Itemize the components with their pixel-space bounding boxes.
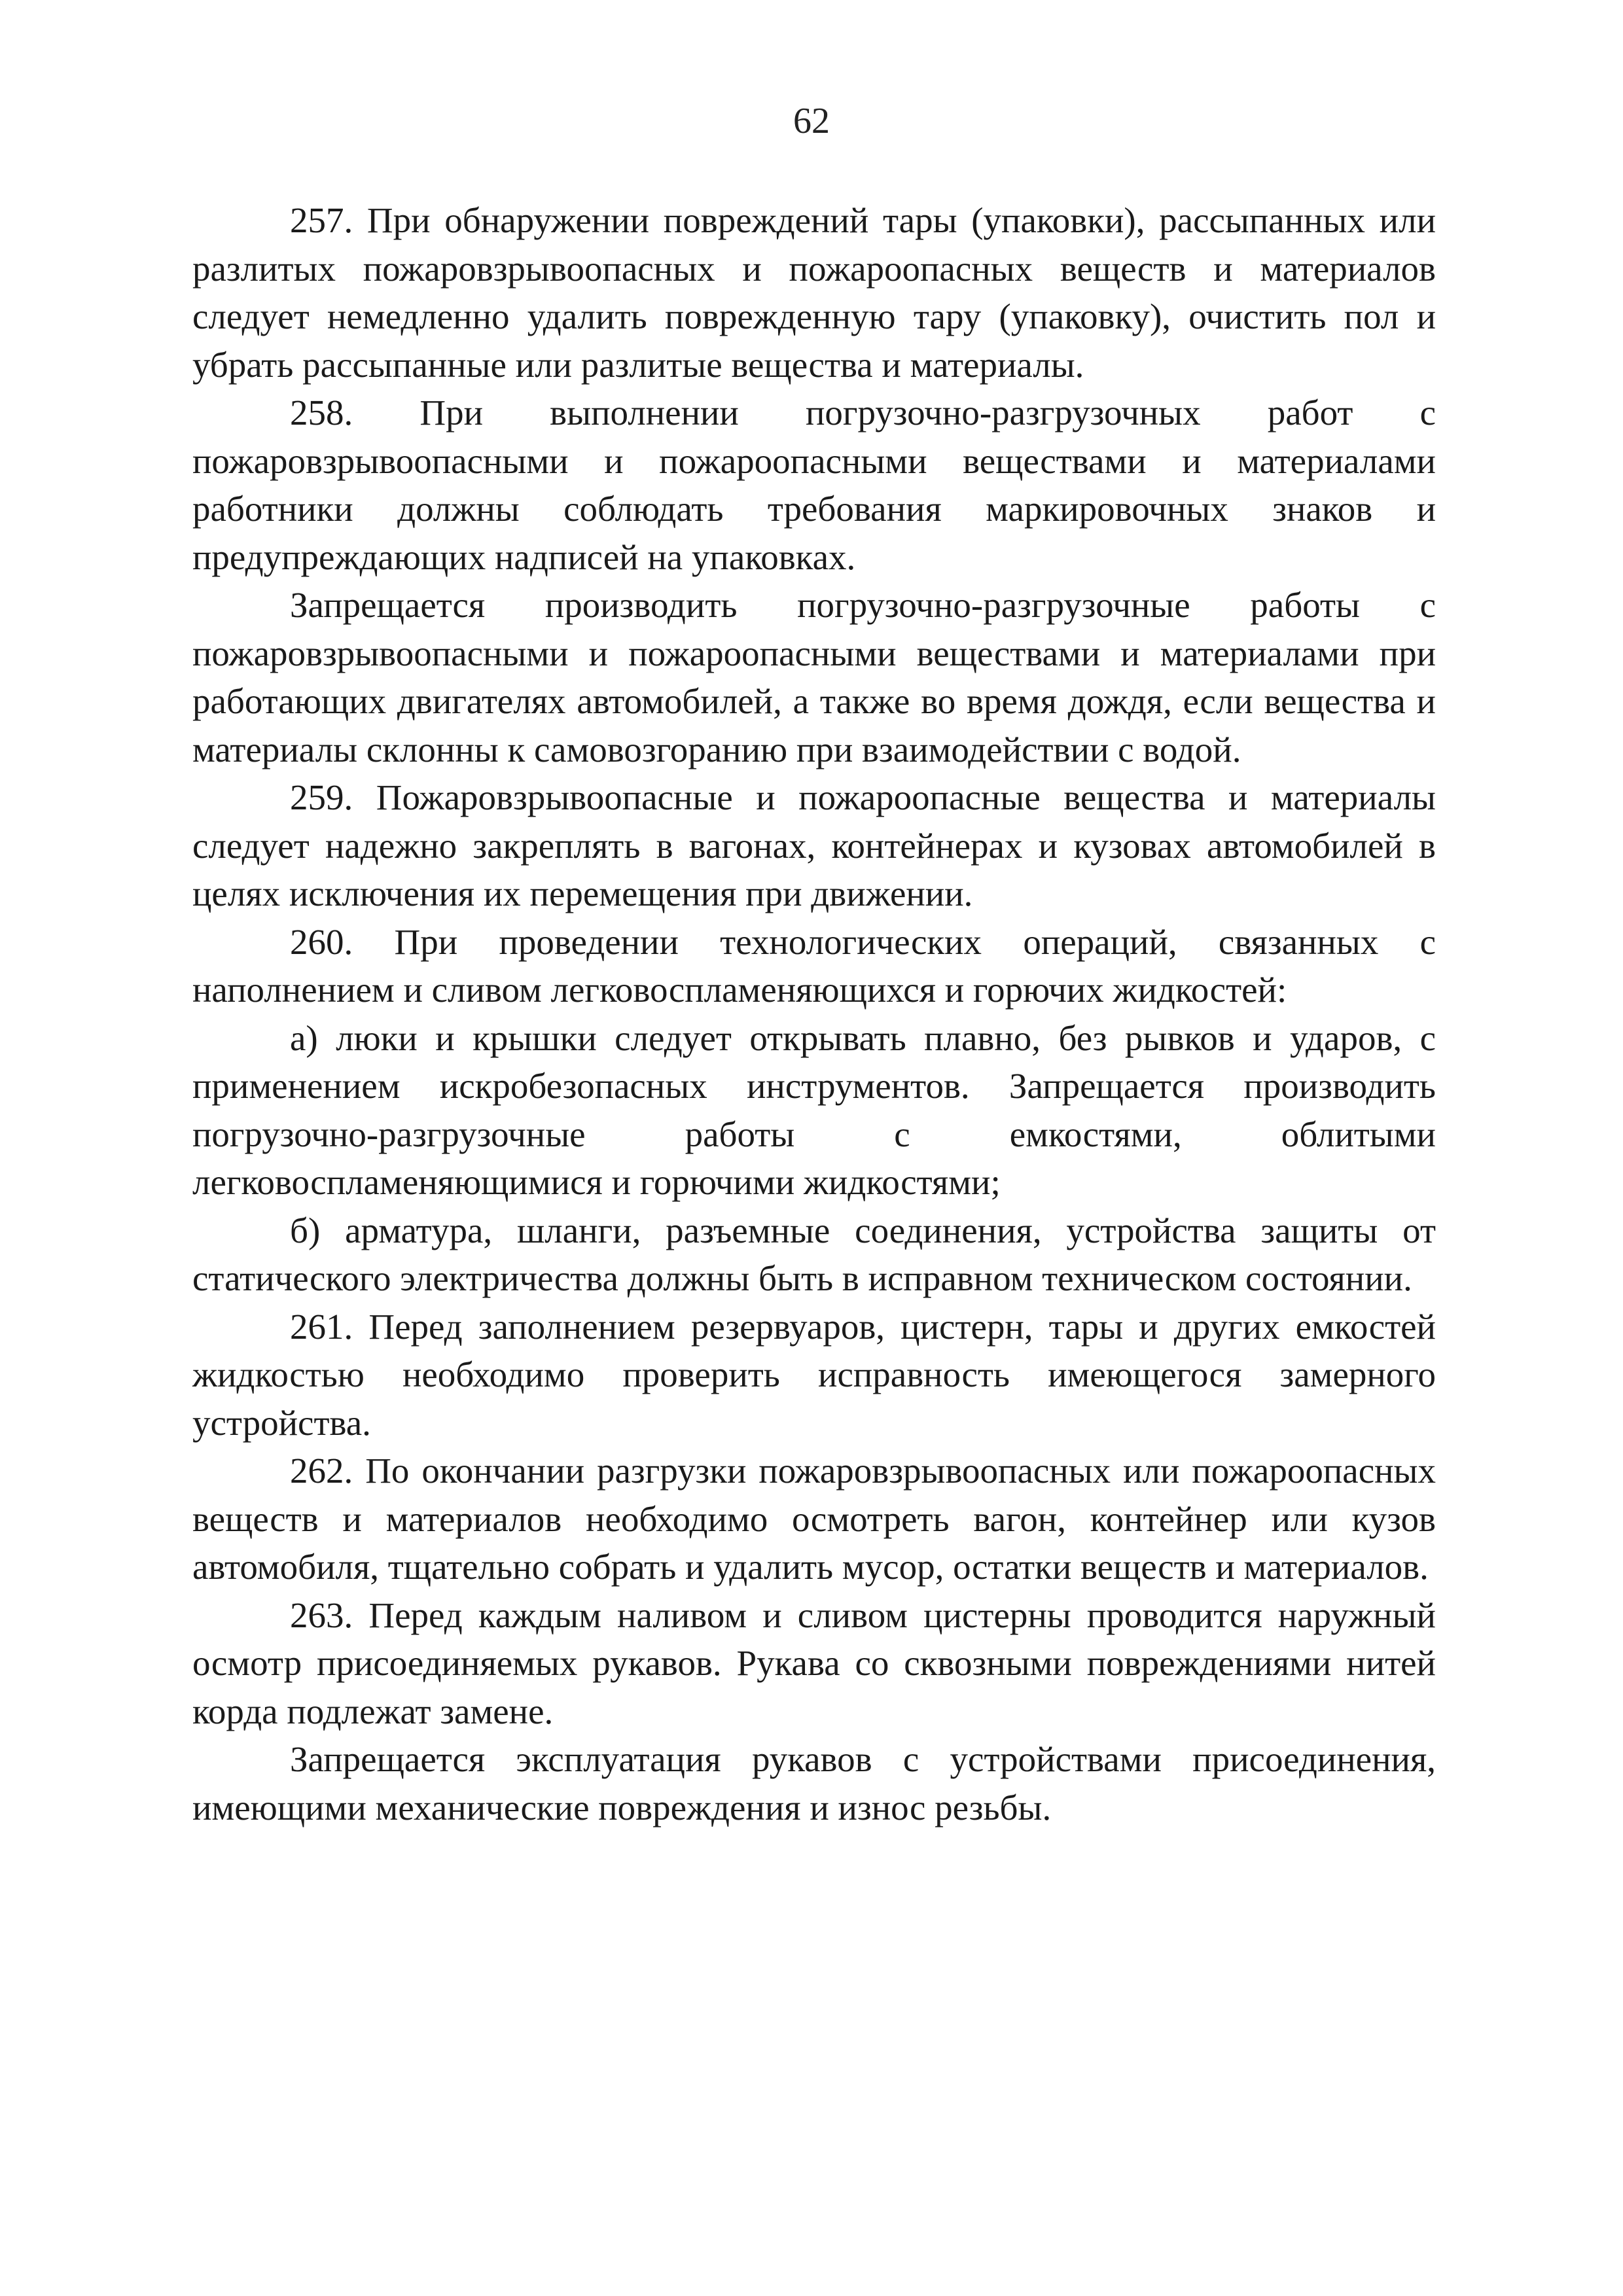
paragraph-259: 259. Пожаровзрывоопасные и пожароопасные вещества и материалы следует надежно закреплять в вагонах, контейнерах и кузовах автомобилей в целях исключения их перемещения при движении. (192, 777, 1436, 913)
paragraph-260: 260. При проведении технологических операций, связанных с наполнением и сливом легковоспламеняющихся и горючих жидкостей: (192, 921, 1436, 1010)
paragraph-263: 263. Перед каждым наливом и сливом цистерны проводится наружный осмотр присоединяемых рукавов. Рукава со сквозными повреждениями нитей корда подлежат замене. (192, 1595, 1436, 1731)
document-body (192, 196, 1436, 1831)
paragraph-260-b: б) арматура, шланги, разъемные соединения, устройства защиты от статического электричества должны быть в исправном техническом состоянии. (192, 1210, 1436, 1298)
paragraph-258: 258. При выполнении погрузочно-разгрузочных работ с пожаровзрывоопасными и пожароопасными веществами и материалами работники должны соблюдать требования маркировочных знаков и предупреждающих надписей на упаковках. (192, 393, 1436, 577)
paragraph-262: 262. По окончании разгрузки пожаровзрывоопасных или пожароопасных веществ и материалов необходимо осмотреть вагон, контейнер или кузов автомобиля, тщательно собрать и удалить мусор, остатки веществ и материалов. (192, 1451, 1436, 1587)
paragraph-258-prohibition: Запрещается производить погрузочно-разгрузочные работы с пожаровзрывоопасными и пожароопасными веществами и материалами при работающих двигателях автомобилей, а также во время дождя, если вещества и материалы склонны к самовозгоранию при взаимодействии с водой. (192, 585, 1436, 769)
paragraph-263-prohibition: Запрещается эксплуатация рукавов с устройствами присоединения, имеющими механические повреждения и износ резьбы. (192, 1739, 1436, 1828)
paragraph-257: 257. При обнаружении повреждений тары (упаковки), рассыпанных или разлитых пожаровзрывоопасных и пожароопасных веществ и материалов следует немедленно удалить поврежденную тару (упаковку), очистить пол и убрать рассыпанные или разлитые вещества и материалы. (192, 200, 1436, 385)
paragraph-260-a: а) люки и крышки следует открывать плавно, без рывков и ударов, с применением искробезопасных инструментов. Запрещается производить погрузочно-разгрузочные работы с емкостями, облитыми легковоспламеняющимися и горючими жидкостями; (192, 1017, 1436, 1202)
page-number: 62 (793, 101, 830, 141)
paragraph-261: 261. Перед заполнением резервуаров, цистерн, тары и других емкостей жидкостью необходимо проверить исправность имеющегося замерного устройства. (192, 1306, 1436, 1443)
